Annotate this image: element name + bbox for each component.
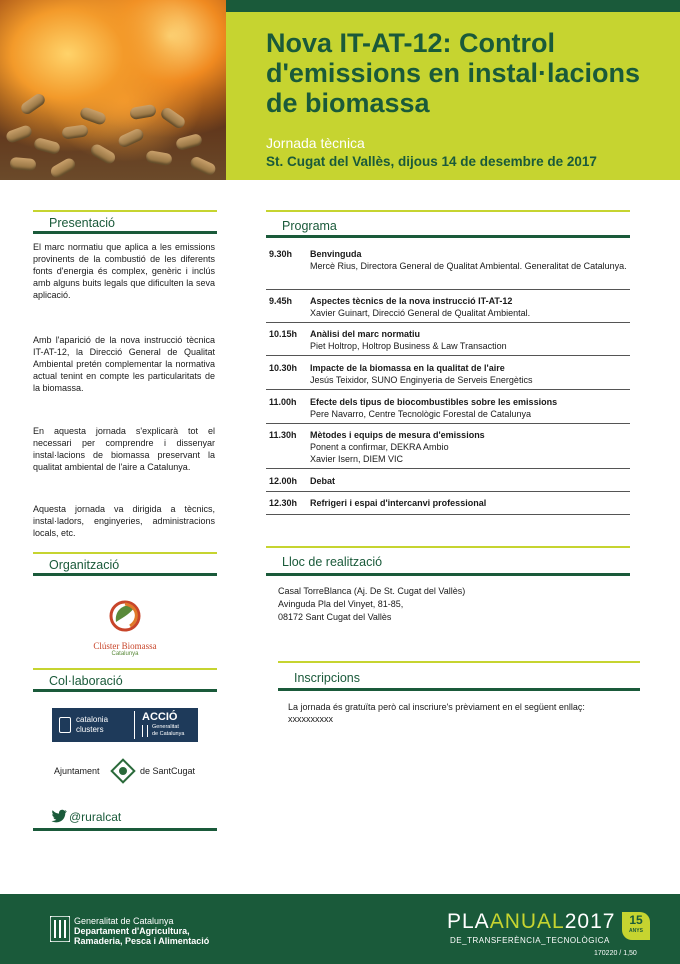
- presentacio-paragraph-1: El marc normatiu que aplica a les emissions provinents de la combustió de les diferents fonts d'energia és complex, genèric i inclús amb alguns buits legals que dificulten la seva aplicació.: [33, 242, 215, 300]
- hero-image-fire-pellets: [0, 0, 226, 180]
- twitter-bird-icon: [51, 809, 67, 823]
- pla-anual-logo: PLAANUAL2017: [447, 910, 616, 933]
- page-title: Nova IT-AT-12: Control d'emissions en instal·lacions de biomassa: [266, 28, 641, 118]
- accio-title: ACCIÓ: [142, 711, 178, 723]
- 15-anys-badge: 15 ANYS: [622, 912, 650, 940]
- twitter-handle[interactable]: [33, 805, 217, 831]
- heading-presentacio: Presentació: [33, 210, 217, 234]
- santcugat-cross-icon: [110, 758, 136, 784]
- program-item: 12.30h Refrigeri i espai d'intercanvi professional: [266, 497, 630, 515]
- inscripcions-text: La jornada és gratuïta però cal inscriure's prèviament en el següent enllaç:: [288, 702, 585, 712]
- twitter-handle-text: @ruralcat: [69, 810, 122, 824]
- ajuntament-santcugat-logo: Ajuntament de SantCugat: [52, 758, 202, 784]
- program-item: 10.15h Anàlisi del marc normatiu Piet Holtrop, Holtrop Business & Law Transaction: [266, 328, 630, 356]
- inscripcions-link[interactable]: xxxxxxxxxx: [288, 714, 333, 724]
- heading-organitzacio: Organització: [33, 552, 217, 576]
- generalitat-stripes-icon: [142, 725, 148, 737]
- program-item: 9.45h Aspectes tècnics de la nova instrucció IT-AT-12 Xavier Guinart, Direcció General de Qualitat Ambiental.: [266, 295, 630, 323]
- subtitle: Jornada tècnica: [266, 135, 365, 151]
- cluster-leaf-icon: [80, 596, 170, 636]
- heading-collaboracio: Col·laboració: [33, 668, 217, 692]
- heading-programa: Programa: [266, 210, 630, 238]
- program-item: 11.00h Efecte dels tipus de biocombustibles sobre les emissions Pere Navarro, Centre Tecnològic Forestal de Catalunya: [266, 396, 630, 424]
- cluster-logo-subtext: Catalunya: [111, 651, 139, 657]
- venue-address: Casal TorreBlanca (Aj. De St. Cugat del Vallès) Avinguda Pla del Vinyet, 81-85, 08172 Sant Cugat del Vallès: [278, 586, 466, 622]
- program-item: 9.30h Benvinguda Mercè Rius, Directora General de Qualitat Ambiental. Generalitat de Catalunya.: [266, 248, 630, 290]
- presentacio-paragraph-4: Aquesta jornada va dirigida a tècnics, instal·ladors, enginyeries, administracions locals, etc.: [33, 504, 215, 538]
- program-item: 11.30h Mètodes i equips de mesura d'emissions Ponent a confirmar, DEKRA Ambio Xavier Isern, DIEM VIC: [266, 429, 630, 469]
- accio-logo: [52, 708, 198, 742]
- pla-anual-subtitle: DE_TRANSFERÈNCIA_TECNOLÒGICA: [450, 936, 610, 945]
- accio-subtext: Generalitat de Catalunya: [152, 724, 185, 737]
- cluster-logo-text: Clúster Biomassa: [93, 641, 157, 651]
- heading-inscripcions: Inscripcions: [278, 661, 640, 691]
- catalonia-clusters-text: catalonia clusters: [76, 715, 109, 734]
- generalitat-text: Generalitat de Catalunya Departament d'Agricultura, Ramaderia, Pesca i Alimentació: [74, 916, 210, 946]
- generalitat-logo-icon: [50, 916, 70, 942]
- catalonia-clusters-icon: [59, 717, 71, 733]
- cluster-biomassa-logo: [80, 596, 170, 656]
- heading-lloc: Lloc de realització: [266, 546, 630, 576]
- presentacio-paragraph-2: Amb l'aparició de la nova instrucció tècnica IT-AT-12, la Direcció General de Qualitat Ambiental pretén complementar la normativa actual tenint en compte les particularitats de la biomassa.: [33, 335, 215, 393]
- program-item: 12.00h Debat: [266, 475, 630, 492]
- program-item: 10.30h Impacte de la biomassa en la qualitat de l'aire Jesús Teixidor, SUNO Enginyeria de Serveis Energètics: [266, 362, 630, 390]
- event-date: St. Cugat del Vallès, dijous 14 de desembre de 2017: [266, 154, 597, 169]
- presentacio-paragraph-3: En aquesta jornada s'explicarà tot el necessari per comprendre i dissenyar instal·lacions de biomassa preservant la qualitat ambiental de l'aire a Catalunya.: [33, 426, 215, 472]
- document-code: 170220 / 1,50: [594, 950, 637, 957]
